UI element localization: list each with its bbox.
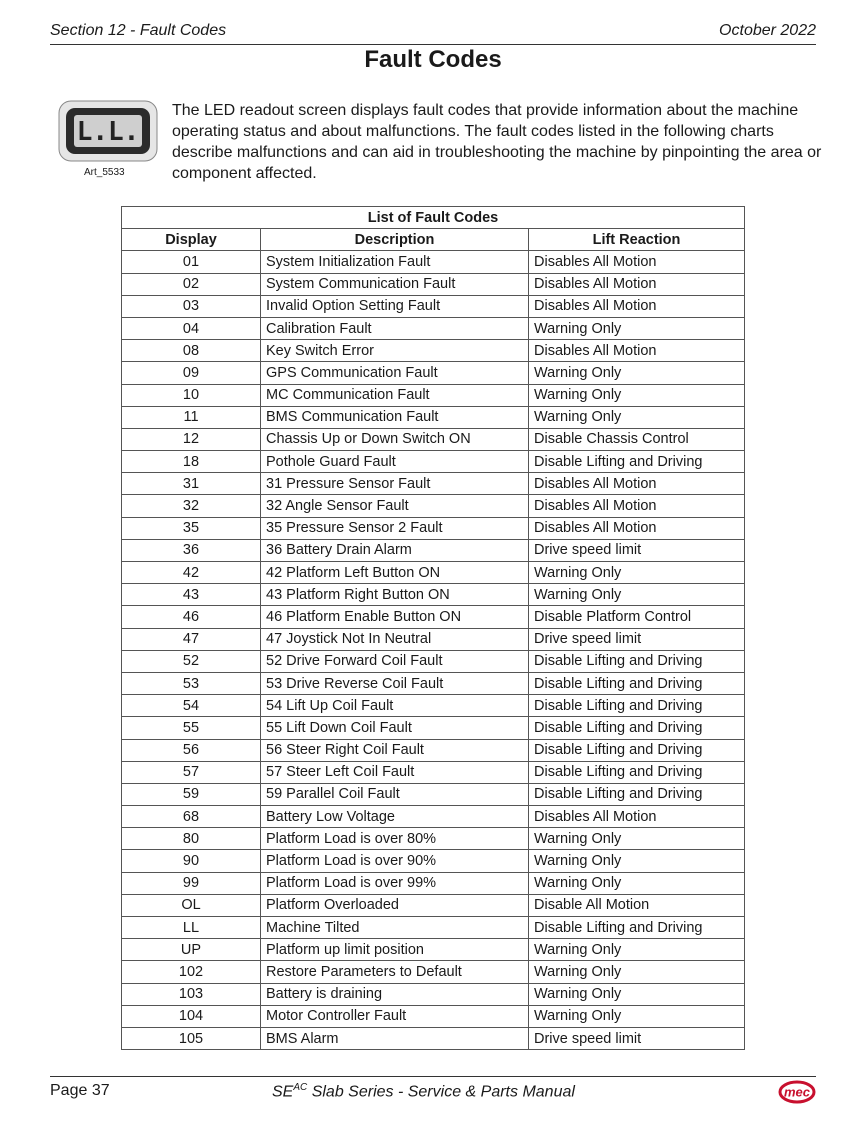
table-row [122, 872, 745, 894]
table-row [122, 850, 745, 872]
lift-reaction-cell: Disable Lifting and Driving [529, 739, 745, 761]
fault-code-cell: 53 [122, 672, 261, 694]
table-row [122, 473, 745, 495]
fault-code-cell: 105 [122, 1027, 261, 1049]
description-cell: Platform Load is over 90% [261, 850, 529, 872]
fault-code-cell: 103 [122, 983, 261, 1005]
description-cell: 35 Pressure Sensor 2 Fault [261, 517, 529, 539]
table-row [122, 939, 745, 961]
description-cell: System Communication Fault [261, 273, 529, 295]
table-row [122, 295, 745, 317]
description-cell: 56 Steer Right Coil Fault [261, 739, 529, 761]
description-cell: 36 Battery Drain Alarm [261, 539, 529, 561]
fault-code-cell: 90 [122, 850, 261, 872]
page-header [50, 22, 816, 45]
fault-code-cell: 03 [122, 295, 261, 317]
description-cell: Battery is draining [261, 983, 529, 1005]
table-row [122, 894, 745, 916]
description-cell: Platform up limit position [261, 939, 529, 961]
fault-code-cell: UP [122, 939, 261, 961]
page-footer [50, 1076, 816, 1107]
lift-reaction-cell: Drive speed limit [529, 1027, 745, 1049]
table-row [122, 739, 745, 761]
lift-reaction-cell: Disable Lifting and Driving [529, 717, 745, 739]
lift-reaction-cell: Disables All Motion [529, 295, 745, 317]
lift-reaction-cell: Disable Lifting and Driving [529, 783, 745, 805]
table-row [122, 495, 745, 517]
fault-code-cell: 11 [122, 406, 261, 428]
description-cell: Chassis Up or Down Switch ON [261, 428, 529, 450]
fault-code-cell: 12 [122, 428, 261, 450]
fault-codes-table [121, 206, 745, 1050]
table-row [122, 828, 745, 850]
lift-reaction-cell: Disables All Motion [529, 473, 745, 495]
description-cell: Battery Low Voltage [261, 806, 529, 828]
table-row [122, 273, 745, 295]
fault-code-cell: 102 [122, 961, 261, 983]
lift-reaction-cell: Disable All Motion [529, 894, 745, 916]
table-row [122, 451, 745, 473]
table-row [122, 806, 745, 828]
description-cell: 42 Platform Left Button ON [261, 562, 529, 584]
description-cell: Platform Load is over 99% [261, 872, 529, 894]
lift-reaction-cell: Disable Lifting and Driving [529, 672, 745, 694]
lift-reaction-cell: Disable Lifting and Driving [529, 451, 745, 473]
table-row [122, 362, 745, 384]
fault-code-cell: 55 [122, 717, 261, 739]
lift-reaction-cell: Drive speed limit [529, 539, 745, 561]
description-cell: 32 Angle Sensor Fault [261, 495, 529, 517]
description-cell: 31 Pressure Sensor Fault [261, 473, 529, 495]
manual-title: $SE^{AC}$ Slab Series - Service & Parts Manual [272, 1082, 575, 1101]
description-cell: 52 Drive Forward Coil Fault [261, 650, 529, 672]
table-row [122, 917, 745, 939]
table-row [122, 428, 745, 450]
lift-reaction-cell: Warning Only [529, 406, 745, 428]
table-row [122, 1027, 745, 1049]
led-readout-text: L.L. [76, 117, 140, 147]
fault-code-cell: 09 [122, 362, 261, 384]
fault-code-cell: 36 [122, 539, 261, 561]
fault-code-cell: 46 [122, 606, 261, 628]
description-cell: 59 Parallel Coil Fault [261, 783, 529, 805]
fault-code-cell: 52 [122, 650, 261, 672]
table-row [122, 584, 745, 606]
fault-code-cell: 10 [122, 384, 261, 406]
header-date: October 2022 [719, 22, 816, 39]
lift-reaction-cell: Warning Only [529, 850, 745, 872]
table-row [122, 783, 745, 805]
fault-code-cell: 80 [122, 828, 261, 850]
description-cell: GPS Communication Fault [261, 362, 529, 384]
table-row [122, 340, 745, 362]
description-cell: 47 Joystick Not In Neutral [261, 628, 529, 650]
description-cell: BMS Alarm [261, 1027, 529, 1049]
table-row [122, 317, 745, 339]
table-row [122, 650, 745, 672]
description-cell: Motor Controller Fault [261, 1005, 529, 1027]
intro-paragraph: The LED readout screen displays fault codes that provide information about the machine operating status and about malfunctions. The fault codes listed in the following charts describe malfunctions and can aid in troubleshooting the machine by pinpointing the area or component affected. [172, 102, 822, 182]
table-row [122, 562, 745, 584]
fault-code-cell: 43 [122, 584, 261, 606]
col-lift-reaction: Lift Reaction [529, 229, 745, 251]
lift-reaction-cell: Warning Only [529, 317, 745, 339]
lift-reaction-cell: Warning Only [529, 983, 745, 1005]
lift-reaction-cell: Disables All Motion [529, 806, 745, 828]
lift-reaction-cell: Disable Lifting and Driving [529, 917, 745, 939]
fault-code-cell: 54 [122, 695, 261, 717]
fault-code-cell: 01 [122, 251, 261, 273]
fault-code-cell: 42 [122, 562, 261, 584]
fault-code-cell: 35 [122, 517, 261, 539]
lift-reaction-cell: Warning Only [529, 584, 745, 606]
description-cell: 54 Lift Up Coil Fault [261, 695, 529, 717]
fault-code-cell: 59 [122, 783, 261, 805]
table-row [122, 695, 745, 717]
description-cell: MC Communication Fault [261, 384, 529, 406]
table-row [122, 606, 745, 628]
lift-reaction-cell: Warning Only [529, 362, 745, 384]
fault-code-cell: 08 [122, 340, 261, 362]
table-row [122, 983, 745, 1005]
fault-code-cell: 68 [122, 806, 261, 828]
description-cell: System Initialization Fault [261, 251, 529, 273]
table-row [122, 517, 745, 539]
lift-reaction-cell: Disable Chassis Control [529, 428, 745, 450]
lift-reaction-cell: Warning Only [529, 1005, 745, 1027]
description-cell: 53 Drive Reverse Coil Fault [261, 672, 529, 694]
fault-code-cell: OL [122, 894, 261, 916]
lift-reaction-cell: Disables All Motion [529, 517, 745, 539]
mec-logo [778, 1080, 816, 1109]
description-cell: 57 Steer Left Coil Fault [261, 761, 529, 783]
lift-reaction-cell: Disables All Motion [529, 251, 745, 273]
fault-code-cell: 99 [122, 872, 261, 894]
svg-text:mec: mec [783, 1084, 811, 1100]
col-display: Display [122, 229, 261, 251]
lift-reaction-cell: Warning Only [529, 384, 745, 406]
section-label: Section 12 - Fault Codes [50, 22, 227, 39]
description-cell: 46 Platform Enable Button ON [261, 606, 529, 628]
fault-code-cell: 47 [122, 628, 261, 650]
table-row [122, 539, 745, 561]
fault-code-cell: 104 [122, 1005, 261, 1027]
lift-reaction-cell: Drive speed limit [529, 628, 745, 650]
fault-code-cell: LL [122, 917, 261, 939]
lift-reaction-cell: Disable Lifting and Driving [529, 761, 745, 783]
description-cell: 55 Lift Down Coil Fault [261, 717, 529, 739]
description-cell: Restore Parameters to Default [261, 961, 529, 983]
lift-reaction-cell: Disable Lifting and Driving [529, 695, 745, 717]
fault-code-cell: 04 [122, 317, 261, 339]
table-row [122, 628, 745, 650]
table-row [122, 761, 745, 783]
description-cell: Invalid Option Setting Fault [261, 295, 529, 317]
description-cell: 43 Platform Right Button ON [261, 584, 529, 606]
page-title: Fault Codes [364, 46, 502, 73]
fault-code-cell: 32 [122, 495, 261, 517]
lift-reaction-cell: Warning Only [529, 872, 745, 894]
table-row [122, 961, 745, 983]
lift-reaction-cell: Disables All Motion [529, 495, 745, 517]
lift-reaction-cell: Warning Only [529, 939, 745, 961]
fault-code-cell: 02 [122, 273, 261, 295]
fault-code-cell: 57 [122, 761, 261, 783]
table-row [122, 717, 745, 739]
description-cell: Key Switch Error [261, 340, 529, 362]
led-display-image [58, 100, 158, 162]
table-row [122, 384, 745, 406]
lift-reaction-cell: Warning Only [529, 961, 745, 983]
lift-reaction-cell: Warning Only [529, 828, 745, 850]
fault-code-cell: 18 [122, 451, 261, 473]
lift-reaction-cell: Disable Platform Control [529, 606, 745, 628]
description-cell: Machine Tilted [261, 917, 529, 939]
description-cell: Platform Load is over 80% [261, 828, 529, 850]
lift-reaction-cell: Disable Lifting and Driving [529, 650, 745, 672]
fault-code-cell: 31 [122, 473, 261, 495]
description-cell: Calibration Fault [261, 317, 529, 339]
lift-reaction-cell: Disables All Motion [529, 340, 745, 362]
lift-reaction-cell: Warning Only [529, 562, 745, 584]
description-cell: Pothole Guard Fault [261, 451, 529, 473]
fault-code-cell: 56 [122, 739, 261, 761]
description-cell: BMS Communication Fault [261, 406, 529, 428]
table-row [122, 406, 745, 428]
page-number: Page 37 [50, 1082, 110, 1099]
col-description: Description [261, 229, 529, 251]
table-row [122, 251, 745, 273]
table-row [122, 1005, 745, 1027]
art-label: Art_5533 [84, 167, 125, 178]
description-cell: Platform Overloaded [261, 894, 529, 916]
table-row [122, 672, 745, 694]
lift-reaction-cell: Disables All Motion [529, 273, 745, 295]
table-title: List of Fault Codes [122, 207, 745, 229]
